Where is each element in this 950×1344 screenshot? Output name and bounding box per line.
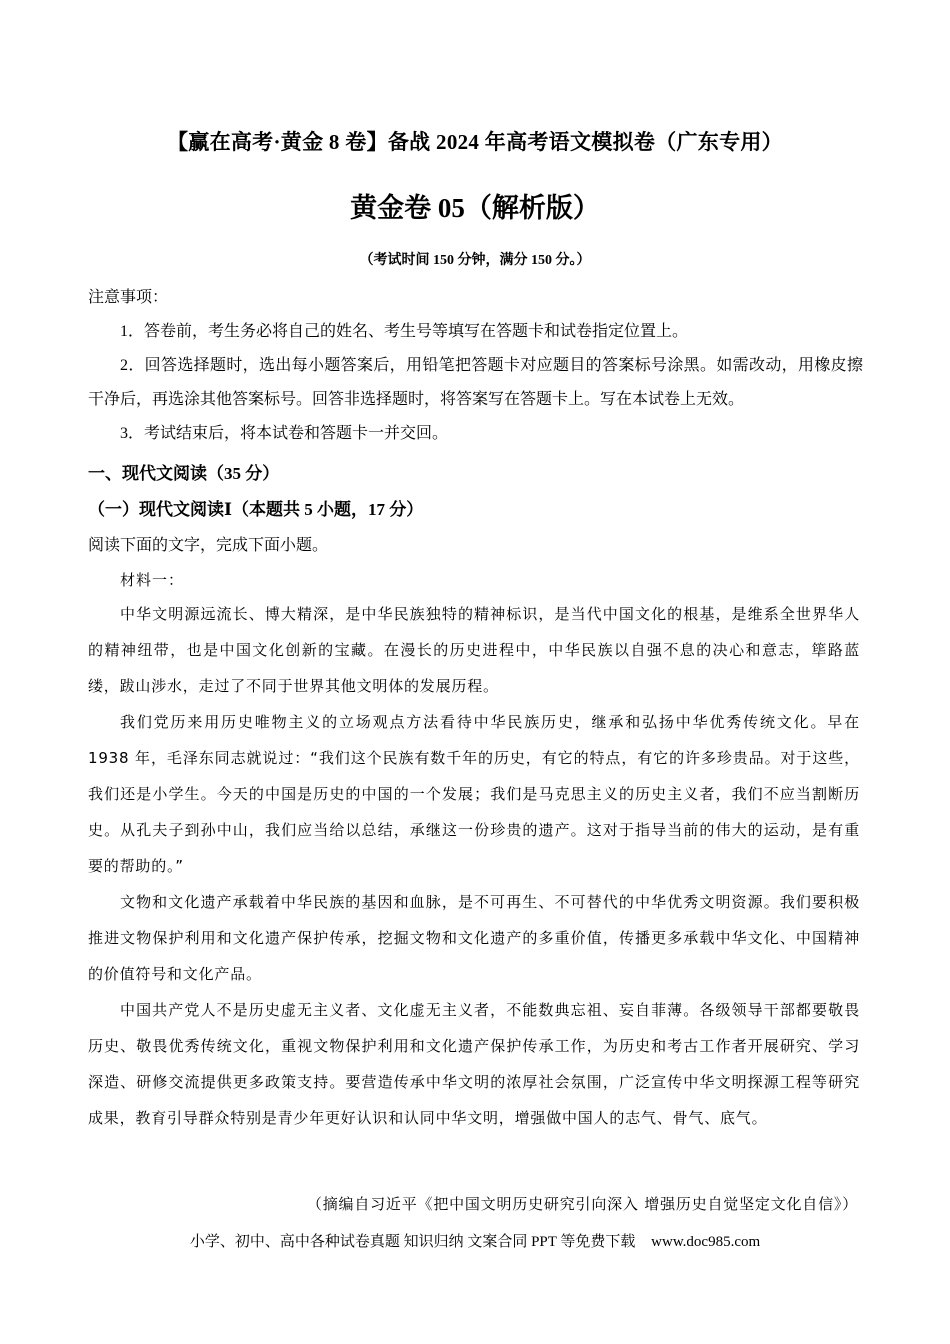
section-title: 一、现代文阅读（35 分） <box>88 464 280 483</box>
notice-item-2: 2．回答选择题时，选出每小题答案后，用铅笔把答题卡对应题目的答案标号涂黑。如需改动，用橡皮擦干净后，再选涂其他答案标号。回答非选择题时，将答案写在答题卡上。写在本试卷上无效。 <box>88 357 863 408</box>
exam-series-title: 【赢在高考·黄金 8 卷】备战 2024 年高考语文模拟卷（广东专用） <box>166 130 783 154</box>
notice-item-1: 1．答卷前，考生务必将自己的姓名、考生号等填写在答题卡和试卷指定位置上。 <box>120 323 689 340</box>
article-paragraph: 我们党历来用历史唯物主义的立场观点方法看待中华民族历史，继承和弘扬中华优秀传统文化。早在 1938 年，毛泽东同志就说过：“我们这个民族有数千年的历史，有它的特点，有它的许多珍贵品。对于这些，我们还是小学生。今天的中国是历史的中国的一个发展；我们是马克思主义的历史主义者，我们不应当割断历史。从孔夫子到孙中山，我们应当给以总结，承继这一份珍贵的遗产。这对于指导当前的伟大的运动，是有重要的帮助的。” <box>88 713 860 875</box>
subsection-title: （一）现代文阅读Ⅰ（本题共 5 小题，17 分） <box>88 500 424 519</box>
material-text <box>88 596 860 1136</box>
material-source: （摘编自习近平《把中国文明历史研究引向深入 增强历史自觉坚定文化自信》） <box>306 1195 858 1213</box>
article-paragraph: 文物和文化遗产承载着中华民族的基因和血脉，是不可再生、不可替代的中华优秀文明资源。我们要积极推进文物保护利用和文化遗产保护传承，挖掘文物和文化遗产的多重价值，传播更多承载中华文化、中国精神的价值符号和文化产品。 <box>88 893 860 983</box>
article-paragraph: 中国共产党人不是历史虚无主义者、文化虚无主义者，不能数典忘祖、妄自菲薄。各级领导干部都要敬畏历史、敬畏优秀传统文化，重视文物保护利用和文化遗产保护传承工作，为历史和考古工作者开展研究、学习深造、研修交流提供更多政策支持。要营造传承中华文明的浓厚社会氛围，广泛宣传中华文明探源工程等研究成果，教育引导群众特别是青少年更好认识和认同中华文明，增强做中国人的志气、骨气、底气。 <box>88 1001 860 1127</box>
notice-item-3: 3．考试结束后，将本试卷和答题卡一并交回。 <box>120 425 449 442</box>
material-label: 材料一： <box>120 571 185 589</box>
notice-list <box>88 315 863 451</box>
footer-link[interactable]: www.doc985.com <box>651 1234 761 1250</box>
notice-heading: 注意事项： <box>88 289 169 306</box>
footer-text: 小学、初中、高中各种试卷真题 知识归纳 文案合同 PPT 等免费下载 <box>189 1234 636 1250</box>
exam-paper-title: 黄金卷 05（解析版） <box>350 193 600 223</box>
exam-time-info: （考试时间 150 分钟，满分 150 分。） <box>359 253 591 268</box>
reading-instruction: 阅读下面的文字，完成下面小题。 <box>88 537 329 554</box>
page-footer <box>0 1230 950 1251</box>
article-paragraph: 中华文明源远流长、博大精深，是中华民族独特的精神标识，是当代中国文化的根基，是维系全世界华人的精神纽带，也是中国文化创新的宝藏。在漫长的历史进程中，中华民族以自强不息的决心和意志，筚路蓝缕，跋山涉水，走过了不同于世界其他文明体的发展历程。 <box>88 605 860 695</box>
